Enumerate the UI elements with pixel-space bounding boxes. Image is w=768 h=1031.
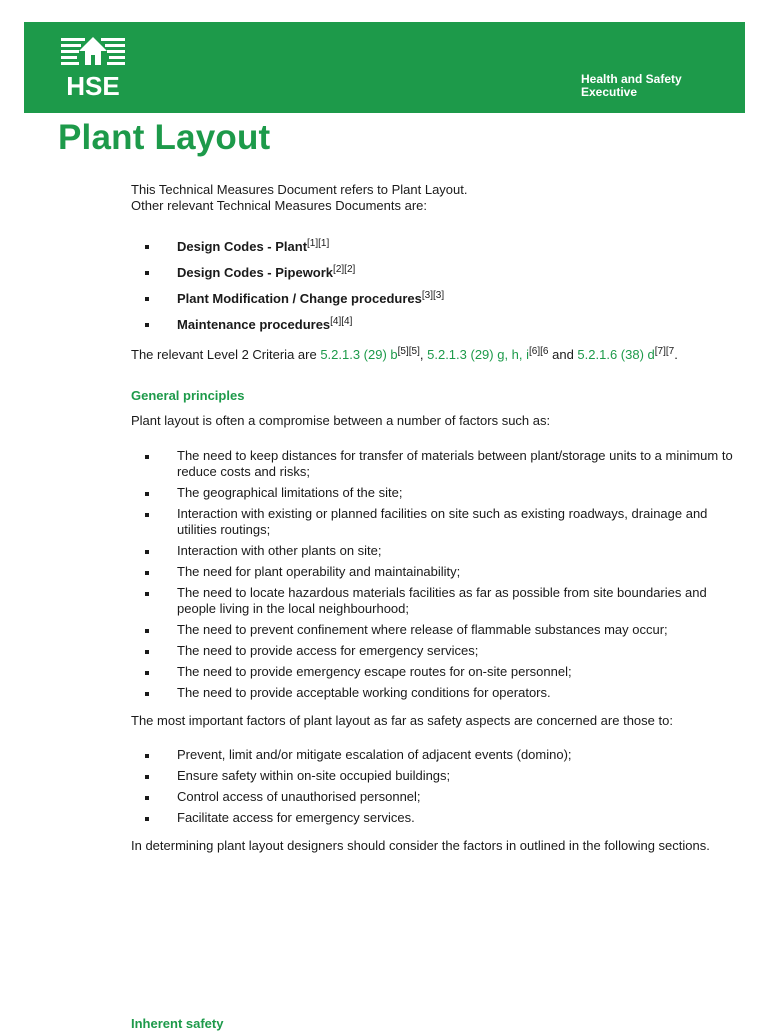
related-doc-label[interactable]: Maintenance procedures [177, 317, 331, 332]
reference-marker[interactable]: [7][7 [654, 346, 675, 357]
reference-marker[interactable]: [4][4] [330, 316, 353, 327]
criteria-suffix: . [674, 347, 678, 362]
intro-line2: Other relevant Technical Measures Documents are: [131, 198, 428, 213]
intro-line1: This Technical Measures Document refers to Plant Layout. [131, 182, 468, 197]
list-item: The need to prevent confinement where release of flammable substances may occur; [131, 622, 736, 638]
list-item: Prevent, limit and/or mitigate escalation of adjacent events (domino); [131, 747, 736, 763]
list-item: The need to provide acceptable working conditions for operators. [131, 685, 736, 701]
org-name-line2: Executive [581, 85, 638, 99]
list-item: The need to provide access for emergency services; [131, 643, 736, 659]
criteria-separator: and [548, 347, 578, 362]
list-item: Interaction with existing or planned facilities on site such as existing roadways, drainage and utilities routings; [131, 506, 736, 538]
related-doc-label[interactable]: Design Codes - Pipework [177, 265, 334, 280]
section-heading-general-principles: General principles [131, 388, 245, 403]
reference-marker[interactable]: [6][6 [529, 346, 549, 357]
criteria-link-3[interactable]: 5.2.1.6 (38) d [577, 347, 655, 362]
general-principles-intro: Plant layout is often a compromise between a number of factors such as: [131, 413, 551, 428]
list-item: The need to locate hazardous materials facilities as far as possible from site boundaries and people living in the local neighbourhood; [131, 585, 736, 617]
section-heading-inherent-safety: Inherent safety [131, 1016, 224, 1031]
list-item: Control access of unauthorised personnel; [131, 789, 736, 805]
list-item: The need to keep distances for transfer of materials between plant/storage units to a minimum to reduce costs and risks; [131, 448, 736, 480]
page-title: Plant Layout [58, 118, 271, 157]
safety-factors-intro: The most important factors of plant layout as far as safety aspects are concerned are those to: [131, 713, 673, 728]
related-doc-label[interactable]: Design Codes - Plant [177, 239, 308, 254]
related-documents-list [131, 238, 736, 334]
criteria-link-2[interactable]: 5.2.1.3 (29) g, h, i [427, 347, 530, 362]
reference-marker[interactable]: [3][3] [421, 290, 445, 301]
list-item: The need to provide emergency escape routes for on-site personnel; [131, 664, 736, 680]
closing-paragraph: In determining plant layout designers should consider the factors in outlined in the following sections. [131, 838, 710, 853]
layout-factors-list [131, 448, 736, 701]
list-item: Facilitate access for emergency services. [131, 810, 736, 826]
safety-factors-list [131, 747, 736, 826]
criteria-link-1[interactable]: 5.2.1.3 (29) b [320, 347, 398, 362]
org-name [581, 73, 721, 99]
list-item: The geographical limitations of the site; [131, 485, 736, 501]
org-name-line1: Health and Safety [581, 72, 682, 86]
criteria-prefix: The relevant Level 2 Criteria are [131, 347, 321, 362]
related-doc-item[interactable] [131, 290, 736, 308]
list-item: The need for plant operability and maintainability; [131, 564, 736, 580]
intro-paragraph [131, 182, 736, 214]
reference-marker[interactable]: [2][2] [333, 264, 356, 275]
svg-text:HSE: HSE [66, 71, 120, 98]
hse-logo-icon [57, 36, 129, 98]
related-doc-item[interactable] [131, 264, 736, 282]
list-item: Ensure safety within on-site occupied buildings; [131, 768, 736, 784]
header-banner [24, 22, 745, 113]
document-body [131, 182, 736, 854]
related-doc-label[interactable]: Plant Modification / Change procedures [177, 291, 422, 306]
related-doc-item[interactable] [131, 238, 736, 256]
criteria-separator: , [419, 347, 428, 362]
reference-marker[interactable]: [1][1] [307, 238, 330, 249]
reference-marker[interactable]: [5][5] [397, 346, 420, 357]
criteria-paragraph [131, 346, 736, 364]
list-item: Interaction with other plants on site; [131, 543, 736, 559]
related-doc-item[interactable] [131, 316, 736, 334]
